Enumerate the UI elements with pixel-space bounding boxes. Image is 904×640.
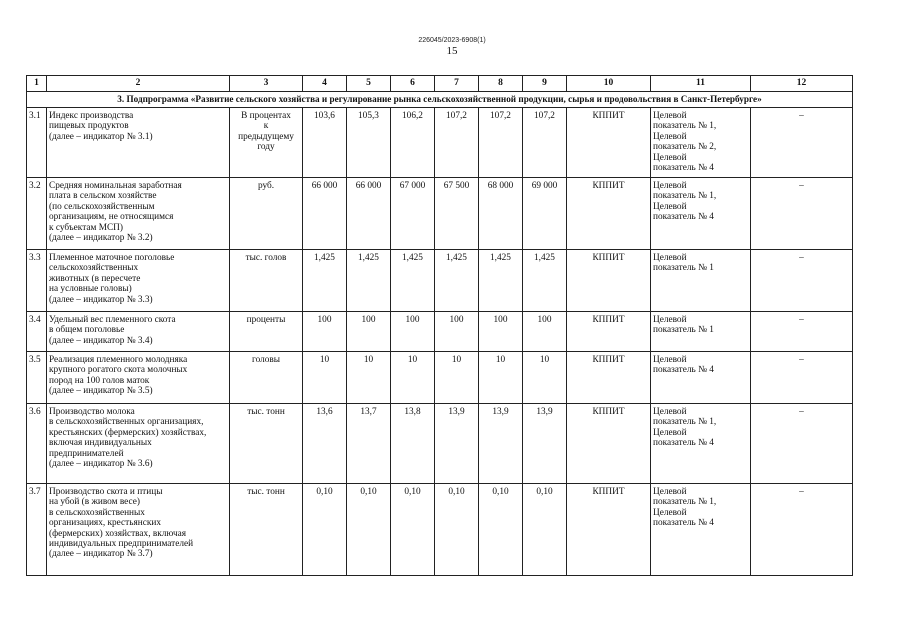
table-row	[27, 178, 853, 250]
indicator-value: 13,9	[479, 404, 523, 484]
column-header: 7	[435, 76, 479, 92]
row-number: 3.6	[27, 404, 47, 484]
column-header: 11	[651, 76, 751, 92]
unit-of-measure: головы	[230, 352, 303, 404]
indicator-value: 66 000	[303, 178, 347, 250]
note-dash: –	[751, 178, 853, 250]
indicator-value: 68 000	[479, 178, 523, 250]
indicator-name: Удельный вес племенного скота в общем поголовье (далее – индикатор № 3.4)	[47, 312, 230, 352]
indicator-value: 1,425	[347, 250, 391, 312]
document-id: 226045/2023-6908(1)	[418, 37, 486, 44]
table-row	[27, 352, 853, 404]
indicator-value: 0,10	[391, 484, 435, 576]
unit-of-measure: проценты	[230, 312, 303, 352]
target-indicator: Целевой показатель № 1, Целевой показатель № 2, Целевой показатель № 4	[651, 108, 751, 178]
unit-of-measure: руб.	[230, 178, 303, 250]
column-header: 9	[523, 76, 567, 92]
indicator-value: 69 000	[523, 178, 567, 250]
note-dash: –	[751, 312, 853, 352]
indicator-value: 0,10	[435, 484, 479, 576]
responsible-body: КППИТ	[567, 312, 651, 352]
target-indicator: Целевой показатель № 4	[651, 352, 751, 404]
table-row	[27, 108, 853, 178]
indicator-value: 10	[523, 352, 567, 404]
section-title: 3. Подпрограмма «Развитие сельского хозяйства и регулирование рынка сельскохозяйственной продукции, сырья и продовольствия в Санкт-Петербурге»	[27, 92, 853, 108]
indicator-value: 0,10	[347, 484, 391, 576]
responsible-body: КППИТ	[567, 178, 651, 250]
column-numbers-row	[27, 76, 853, 92]
column-header: 1	[27, 76, 47, 92]
indicator-name: Средняя номинальная заработная плата в сельском хозяйстве (по сельскохозяйственным организациям, не относящимся к субъектам МСП) (далее – индикатор № 3.2)	[47, 178, 230, 250]
indicator-value: 13,9	[523, 404, 567, 484]
column-header: 3	[230, 76, 303, 92]
column-header: 5	[347, 76, 391, 92]
target-indicator: Целевой показатель № 1, Целевой показатель № 4	[651, 178, 751, 250]
row-number: 3.2	[27, 178, 47, 250]
indicator-value: 10	[391, 352, 435, 404]
note-dash: –	[751, 484, 853, 576]
responsible-body: КППИТ	[567, 250, 651, 312]
indicator-name: Индекс производства пищевых продуктов (далее – индикатор № 3.1)	[47, 108, 230, 178]
unit-of-measure: тыс. тонн	[230, 404, 303, 484]
responsible-body: КППИТ	[567, 484, 651, 576]
unit-of-measure: тыс. голов	[230, 250, 303, 312]
indicator-value: 13,7	[347, 404, 391, 484]
indicator-value: 103,6	[303, 108, 347, 178]
column-header: 2	[47, 76, 230, 92]
section-title-row	[27, 92, 853, 108]
indicator-name: Племенное маточное поголовье сельскохозяйственных животных (в пересчете на условные головы) (далее – индикатор № 3.3)	[47, 250, 230, 312]
indicator-value: 67 500	[435, 178, 479, 250]
table-row	[27, 250, 853, 312]
unit-of-measure: В процентах к предыдущему году	[230, 108, 303, 178]
indicator-value: 105,3	[347, 108, 391, 178]
indicator-value: 66 000	[347, 178, 391, 250]
indicator-value: 100	[391, 312, 435, 352]
target-indicator: Целевой показатель № 1	[651, 250, 751, 312]
column-header: 12	[751, 76, 853, 92]
column-header: 10	[567, 76, 651, 92]
responsible-body: КППИТ	[567, 352, 651, 404]
indicators-table	[26, 75, 853, 576]
note-dash: –	[751, 108, 853, 178]
indicator-value: 0,10	[479, 484, 523, 576]
indicator-value: 1,425	[303, 250, 347, 312]
note-dash: –	[751, 404, 853, 484]
target-indicator: Целевой показатель № 1, Целевой показатель № 4	[651, 404, 751, 484]
indicator-value: 100	[303, 312, 347, 352]
indicator-value: 10	[435, 352, 479, 404]
table-row	[27, 484, 853, 576]
indicator-value: 100	[347, 312, 391, 352]
indicator-value: 1,425	[391, 250, 435, 312]
note-dash: –	[751, 352, 853, 404]
indicator-value: 67 000	[391, 178, 435, 250]
indicator-name: Производство молока в сельскохозяйственных организациях, крестьянских (фермерских) хозяйствах, включая индивидуальных предпринимателей (далее – индикатор № 3.6)	[47, 404, 230, 484]
indicator-value: 106,2	[391, 108, 435, 178]
indicator-value: 10	[303, 352, 347, 404]
row-number: 3.1	[27, 108, 47, 178]
indicator-value: 10	[347, 352, 391, 404]
indicator-value: 1,425	[523, 250, 567, 312]
unit-of-measure: тыс. тонн	[230, 484, 303, 576]
indicator-value: 1,425	[435, 250, 479, 312]
table-row	[27, 404, 853, 484]
column-header: 4	[303, 76, 347, 92]
indicator-value: 107,2	[523, 108, 567, 178]
indicator-value: 13,8	[391, 404, 435, 484]
target-indicator: Целевой показатель № 1, Целевой показатель № 4	[651, 484, 751, 576]
row-number: 3.4	[27, 312, 47, 352]
indicator-value: 107,2	[479, 108, 523, 178]
column-header: 8	[479, 76, 523, 92]
indicator-value: 100	[435, 312, 479, 352]
table-row	[27, 312, 853, 352]
indicator-value: 107,2	[435, 108, 479, 178]
responsible-body: КППИТ	[567, 108, 651, 178]
indicator-name: Производство скота и птицы на убой (в живом весе) в сельскохозяйственных организациях, крестьянских (фермерских) хозяйствах, включая индивидуальных предпринимателей (далее – индикатор № 3.7)	[47, 484, 230, 576]
row-number: 3.7	[27, 484, 47, 576]
target-indicator: Целевой показатель № 1	[651, 312, 751, 352]
indicator-value: 13,9	[435, 404, 479, 484]
indicator-value: 10	[479, 352, 523, 404]
indicator-name: Реализация племенного молодняка крупного рогатого скота молочных пород на 100 голов маток (далее – индикатор № 3.5)	[47, 352, 230, 404]
responsible-body: КППИТ	[567, 404, 651, 484]
indicator-value: 0,10	[523, 484, 567, 576]
indicator-value: 1,425	[479, 250, 523, 312]
indicator-value: 100	[479, 312, 523, 352]
indicator-value: 13,6	[303, 404, 347, 484]
row-number: 3.5	[27, 352, 47, 404]
indicator-value: 100	[523, 312, 567, 352]
note-dash: –	[751, 250, 853, 312]
column-header: 6	[391, 76, 435, 92]
page-number: 15	[446, 45, 458, 57]
row-number: 3.3	[27, 250, 47, 312]
indicator-value: 0,10	[303, 484, 347, 576]
